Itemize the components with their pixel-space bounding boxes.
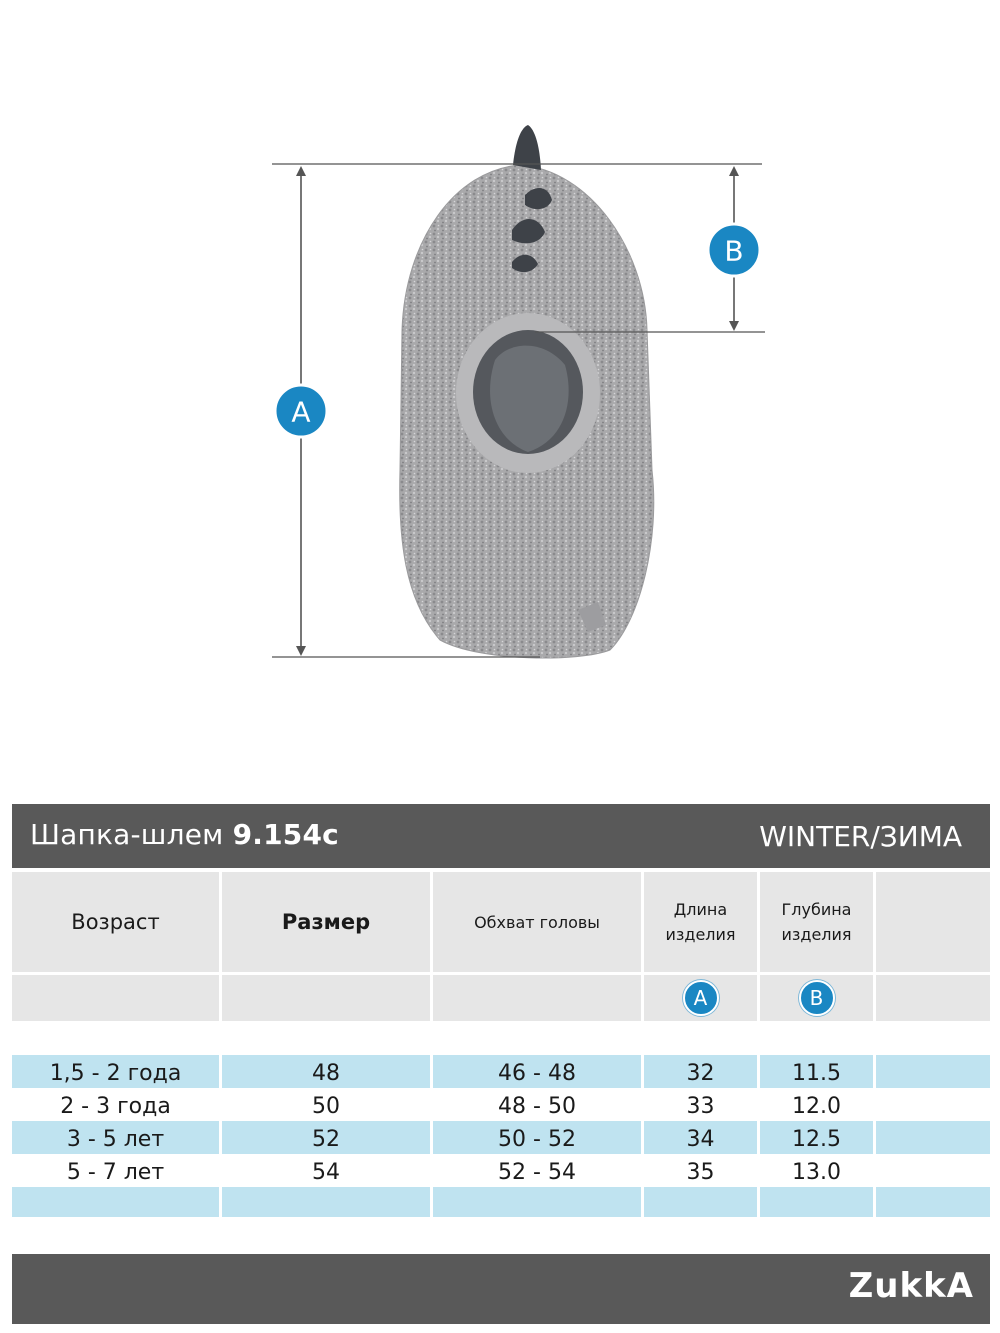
cell-age: 1,5 - 2 года <box>12 1055 222 1088</box>
footer-bar <box>12 1254 990 1324</box>
cell-empty <box>433 1187 644 1217</box>
depth-badge: B <box>799 980 835 1016</box>
table-row <box>12 1121 990 1154</box>
cell-size: 48 <box>222 1055 433 1088</box>
table-header-row <box>12 872 990 972</box>
table-badge-row <box>12 975 990 1021</box>
cell-girth: 50 - 52 <box>433 1121 644 1154</box>
brand-logo: ZukkA <box>848 1266 974 1306</box>
season-label: WINTER/ЗИМА <box>759 820 962 853</box>
badge-cell-empty <box>222 975 433 1021</box>
cell-size: 52 <box>222 1121 433 1154</box>
cell-age: 2 - 3 года <box>12 1088 222 1121</box>
header-empty <box>876 872 990 972</box>
cell-empty <box>222 1187 433 1217</box>
size-table <box>12 804 990 1217</box>
badge-cell-empty <box>876 975 990 1021</box>
header-head-girth: Обхват головы <box>433 872 644 972</box>
header-age: Возраст <box>12 872 222 972</box>
cell-girth: 46 - 48 <box>433 1055 644 1088</box>
cell-length: 35 <box>644 1154 760 1187</box>
table-title-bar <box>12 804 990 868</box>
table-row-empty <box>12 1187 990 1217</box>
header-depth <box>760 872 876 972</box>
product-title <box>30 818 339 851</box>
cell-depth: 12.5 <box>760 1121 876 1154</box>
header-length-line2: изделия <box>665 925 736 944</box>
cell-age: 3 - 5 лет <box>12 1121 222 1154</box>
cell-empty <box>12 1187 222 1217</box>
product-name: Шапка-шлем <box>30 818 224 851</box>
cell-length: 32 <box>644 1055 760 1088</box>
cell-age: 5 - 7 лет <box>12 1154 222 1187</box>
product-model: 9.154с <box>232 818 339 851</box>
cell-size: 50 <box>222 1088 433 1121</box>
cell-length: 33 <box>644 1088 760 1121</box>
badge-cell-length <box>644 975 760 1021</box>
length-badge: A <box>683 980 719 1016</box>
cell-empty <box>876 1154 990 1187</box>
arrow-down-icon <box>729 321 739 331</box>
dino-spike <box>513 125 541 170</box>
cell-empty <box>760 1187 876 1217</box>
header-length <box>644 872 760 972</box>
badge-b-label: B <box>724 234 744 268</box>
arrow-down-icon <box>296 646 306 656</box>
table-row <box>12 1154 990 1187</box>
header-depth-line1: Глубина <box>781 900 852 919</box>
table-row <box>12 1088 990 1121</box>
cell-depth: 11.5 <box>760 1055 876 1088</box>
badge-cell-empty <box>433 975 644 1021</box>
cell-empty <box>876 1187 990 1217</box>
cell-depth: 12.0 <box>760 1088 876 1121</box>
badge-cell-empty <box>12 975 222 1021</box>
cell-girth: 48 - 50 <box>433 1088 644 1121</box>
table-row <box>12 1055 990 1088</box>
cell-girth: 52 - 54 <box>433 1154 644 1187</box>
header-length-line1: Длина <box>673 900 728 919</box>
cell-empty <box>644 1187 760 1217</box>
header-depth-line2: изделия <box>781 925 852 944</box>
table-body <box>12 1055 990 1217</box>
arrow-up-icon <box>296 166 306 176</box>
cell-size: 54 <box>222 1154 433 1187</box>
badge-cell-depth <box>760 975 876 1021</box>
cell-length: 34 <box>644 1121 760 1154</box>
cell-empty <box>876 1088 990 1121</box>
cell-depth: 13.0 <box>760 1154 876 1187</box>
header-size: Размер <box>222 872 433 972</box>
cell-empty <box>876 1055 990 1088</box>
cell-empty <box>876 1121 990 1154</box>
arrow-up-icon <box>729 166 739 176</box>
badge-a-label: A <box>291 395 311 429</box>
